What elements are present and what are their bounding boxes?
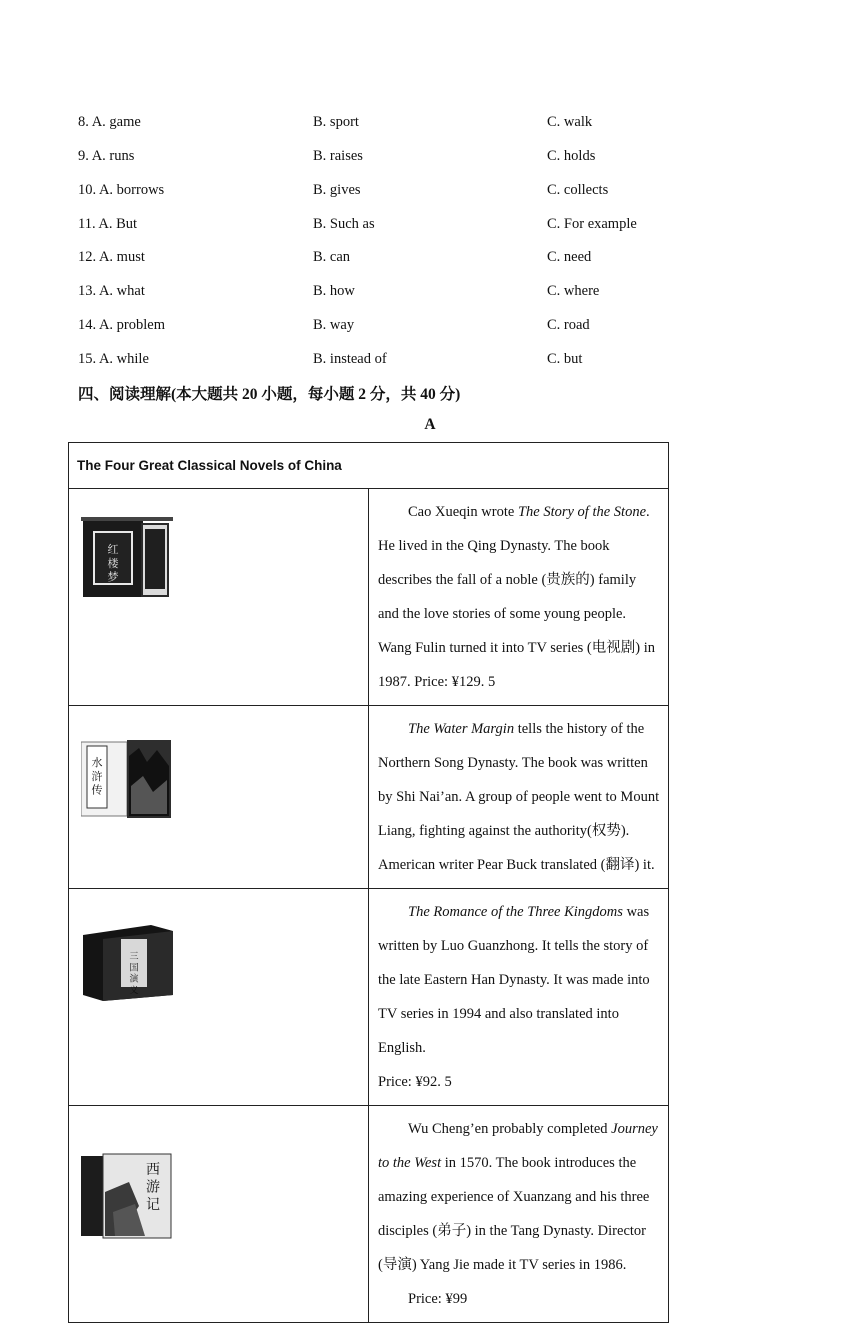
option-row: [78, 249, 778, 269]
book-description: [369, 1106, 669, 1323]
cover-title: 红楼梦: [107, 543, 119, 584]
cover-title: 水浒传: [91, 756, 103, 797]
option-c: C. collects: [547, 182, 609, 198]
option-row: [78, 114, 778, 134]
book-description: [369, 489, 669, 706]
passage-label: A: [424, 416, 436, 433]
book-description: [369, 706, 669, 889]
book-cover-image: [81, 517, 173, 601]
cover-title: 西游记: [146, 1162, 160, 1213]
cover-title: 三国演义: [129, 952, 139, 996]
option-b: B. raises: [313, 148, 363, 164]
desc-pre: Cao Xueqin wrote: [408, 504, 518, 520]
book-cover-image: [79, 1152, 175, 1240]
book-cover-image: [81, 921, 175, 1003]
section-heading: 四、阅读理解(本大题共 20 小题，每小题 2 分，共 40 分): [78, 386, 461, 403]
option-row: [78, 351, 778, 371]
book-cover-cell: [69, 706, 369, 889]
table-row: [69, 889, 669, 1106]
desc-post: . He lived in the Qing Dynasty. The book describes the fall of a noble (贵族的) family and the love stories of some young people. Wang Fulin turned it into TV series (电视剧) in 1987. Price: ¥129. 5: [378, 504, 655, 690]
option-a: 9. A. runs: [78, 148, 135, 164]
option-row: [78, 317, 778, 337]
book-cover-cell: [69, 489, 369, 706]
book-price: Price: ¥92. 5: [378, 1074, 452, 1090]
option-c: C. but: [547, 351, 583, 367]
table-row: [69, 1106, 669, 1323]
book-description: [369, 889, 669, 1106]
table-header: The Four Great Classical Novels of China: [69, 443, 669, 489]
novels-table: [68, 442, 669, 1323]
option-a: 14. A. problem: [78, 317, 165, 333]
table-row: [69, 489, 669, 706]
option-c: C. For example: [547, 216, 637, 232]
option-c: C. where: [547, 283, 600, 299]
option-row: [78, 283, 778, 303]
book-title: The Water Margin: [408, 721, 515, 737]
option-b: B. Such as: [313, 216, 375, 232]
option-b: B. sport: [313, 114, 359, 130]
option-row: [78, 148, 778, 168]
book-title: Journey to the West: [378, 1121, 658, 1171]
option-a: 15. A. while: [78, 351, 149, 367]
book-cover-cell: [69, 1106, 369, 1323]
option-b: B. instead of: [313, 351, 387, 367]
option-a: 13. A. what: [78, 283, 145, 299]
option-a: 8. A. game: [78, 114, 141, 130]
desc-pre: Wu Cheng’en probably completed: [408, 1121, 612, 1137]
desc-post: was written by Luo Guanzhong. It tells the story of the late Eastern Han Dynasty. It was made into TV series in 1994 and also translated into English.: [378, 904, 650, 1056]
book-cover-cell: [69, 889, 369, 1106]
table-row: [69, 706, 669, 889]
option-c: C. road: [547, 317, 590, 333]
option-a: 12. A. must: [78, 249, 145, 265]
desc-post: in 1570. The book introduces the amazing experience of Xuanzang and his three disciples (弟子) in the Tang Dynasty. Director (导演) Yang Jie made it TV series in 1986.: [378, 1155, 650, 1273]
book-cover-image: [81, 736, 173, 820]
book-title: The Romance of the Three Kingdoms: [408, 904, 623, 920]
option-a: 11. A. But: [78, 216, 138, 232]
option-c: C. holds: [547, 148, 596, 164]
option-c: C. need: [547, 249, 592, 265]
option-b: B. way: [313, 317, 355, 333]
option-row: [78, 216, 778, 236]
book-title: The Story of the Stone: [517, 504, 647, 520]
option-a: 10. A. borrows: [78, 182, 165, 198]
option-row: [78, 182, 778, 202]
option-b: B. can: [313, 249, 351, 265]
desc-post: tells the history of the Northern Song Dynasty. The book was written by Shi Nai’an. A group of people went to Mount Liang, fighting against the authority(权势). American writer Pear Buck translated (翻译) it.: [378, 721, 660, 873]
book-price: Price: ¥99: [408, 1291, 468, 1307]
option-b: B. gives: [313, 182, 361, 198]
option-b: B. how: [313, 283, 355, 299]
option-c: C. walk: [547, 114, 593, 130]
